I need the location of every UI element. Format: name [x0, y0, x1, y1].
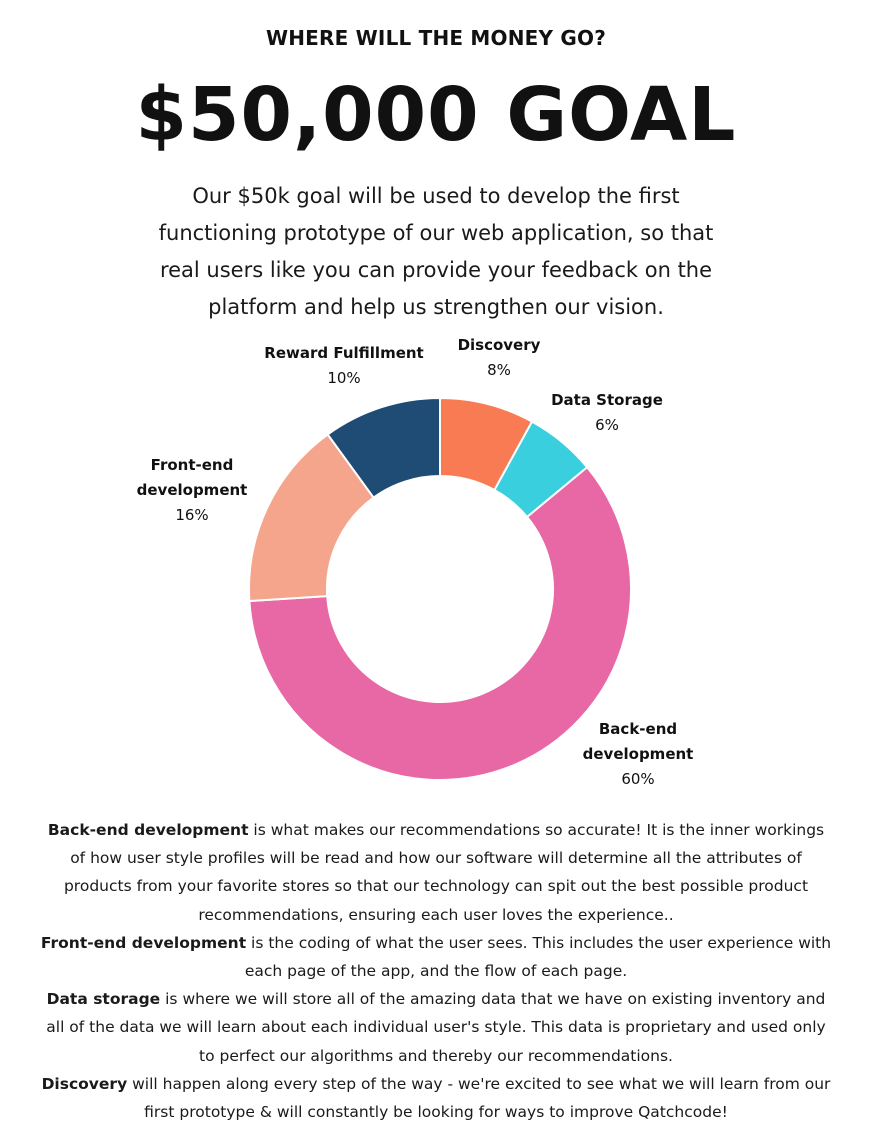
detail-term: Back-end development	[47, 821, 249, 839]
slice-name: Discovery	[457, 336, 541, 354]
slice-percent: 60%	[621, 770, 655, 788]
detail-discovery	[40, 1070, 832, 1126]
slice-percent: 8%	[487, 361, 511, 379]
slice-percent: 16%	[175, 506, 209, 524]
slice-name: Front-end development	[136, 456, 248, 499]
slice-percent: 6%	[595, 416, 619, 434]
slice-name: Reward Fulfillment	[264, 344, 424, 362]
slice-name: Data Storage	[551, 391, 663, 409]
detail-front-end	[40, 929, 832, 985]
kicker-heading: WHERE WILL THE MONEY GO?	[265, 26, 606, 50]
details-section	[40, 816, 832, 1126]
detail-text: will happen along every step of the way - we're excited to see what we will learn from our first prototype & will constantly be looking for ways to improve Qatchcode!	[127, 1074, 831, 1122]
budget-donut-chart	[0, 320, 872, 800]
slice-label-front-end	[126, 453, 258, 528]
slice-label-reward-fulfillment	[244, 341, 444, 391]
detail-text: is the coding of what the user sees. This includes the user experience with each page of the app, and the flow of each page.	[244, 933, 832, 981]
detail-text: is where we will store all of the amazing data that we have on existing inventory and all of the data we will learn about each individual user's style. This data is proprietary and used only to perfect our algorithms and thereby our recommendations.	[46, 990, 826, 1065]
goal-headline: $50,000 GOAL	[135, 72, 737, 158]
slice-percent: 10%	[327, 369, 361, 387]
slice-label-back-end	[572, 717, 704, 792]
slice-label-data-storage	[527, 388, 687, 438]
detail-term: Data storage	[46, 990, 161, 1009]
detail-term: Discovery	[41, 1074, 128, 1093]
slice-name: Back-end development	[582, 720, 694, 763]
detail-text: is what makes our recommendations so accurate! It is the inner workings of how user style profiles will be read and how our software will determine all the attributes of products from your favorite stores so that our technology can spit out the best possible product recommendations, ensuring each user loves the experience..	[63, 821, 825, 924]
detail-back-end	[40, 816, 832, 929]
detail-term: Front-end development	[40, 933, 247, 952]
intro-paragraph: Our $50k goal will be used to develop the first functioning prototype of our web application, so that real users like you can provide your feedback on the platform and help us strengthen our vision.	[158, 184, 714, 319]
detail-data-storage	[40, 985, 832, 1070]
